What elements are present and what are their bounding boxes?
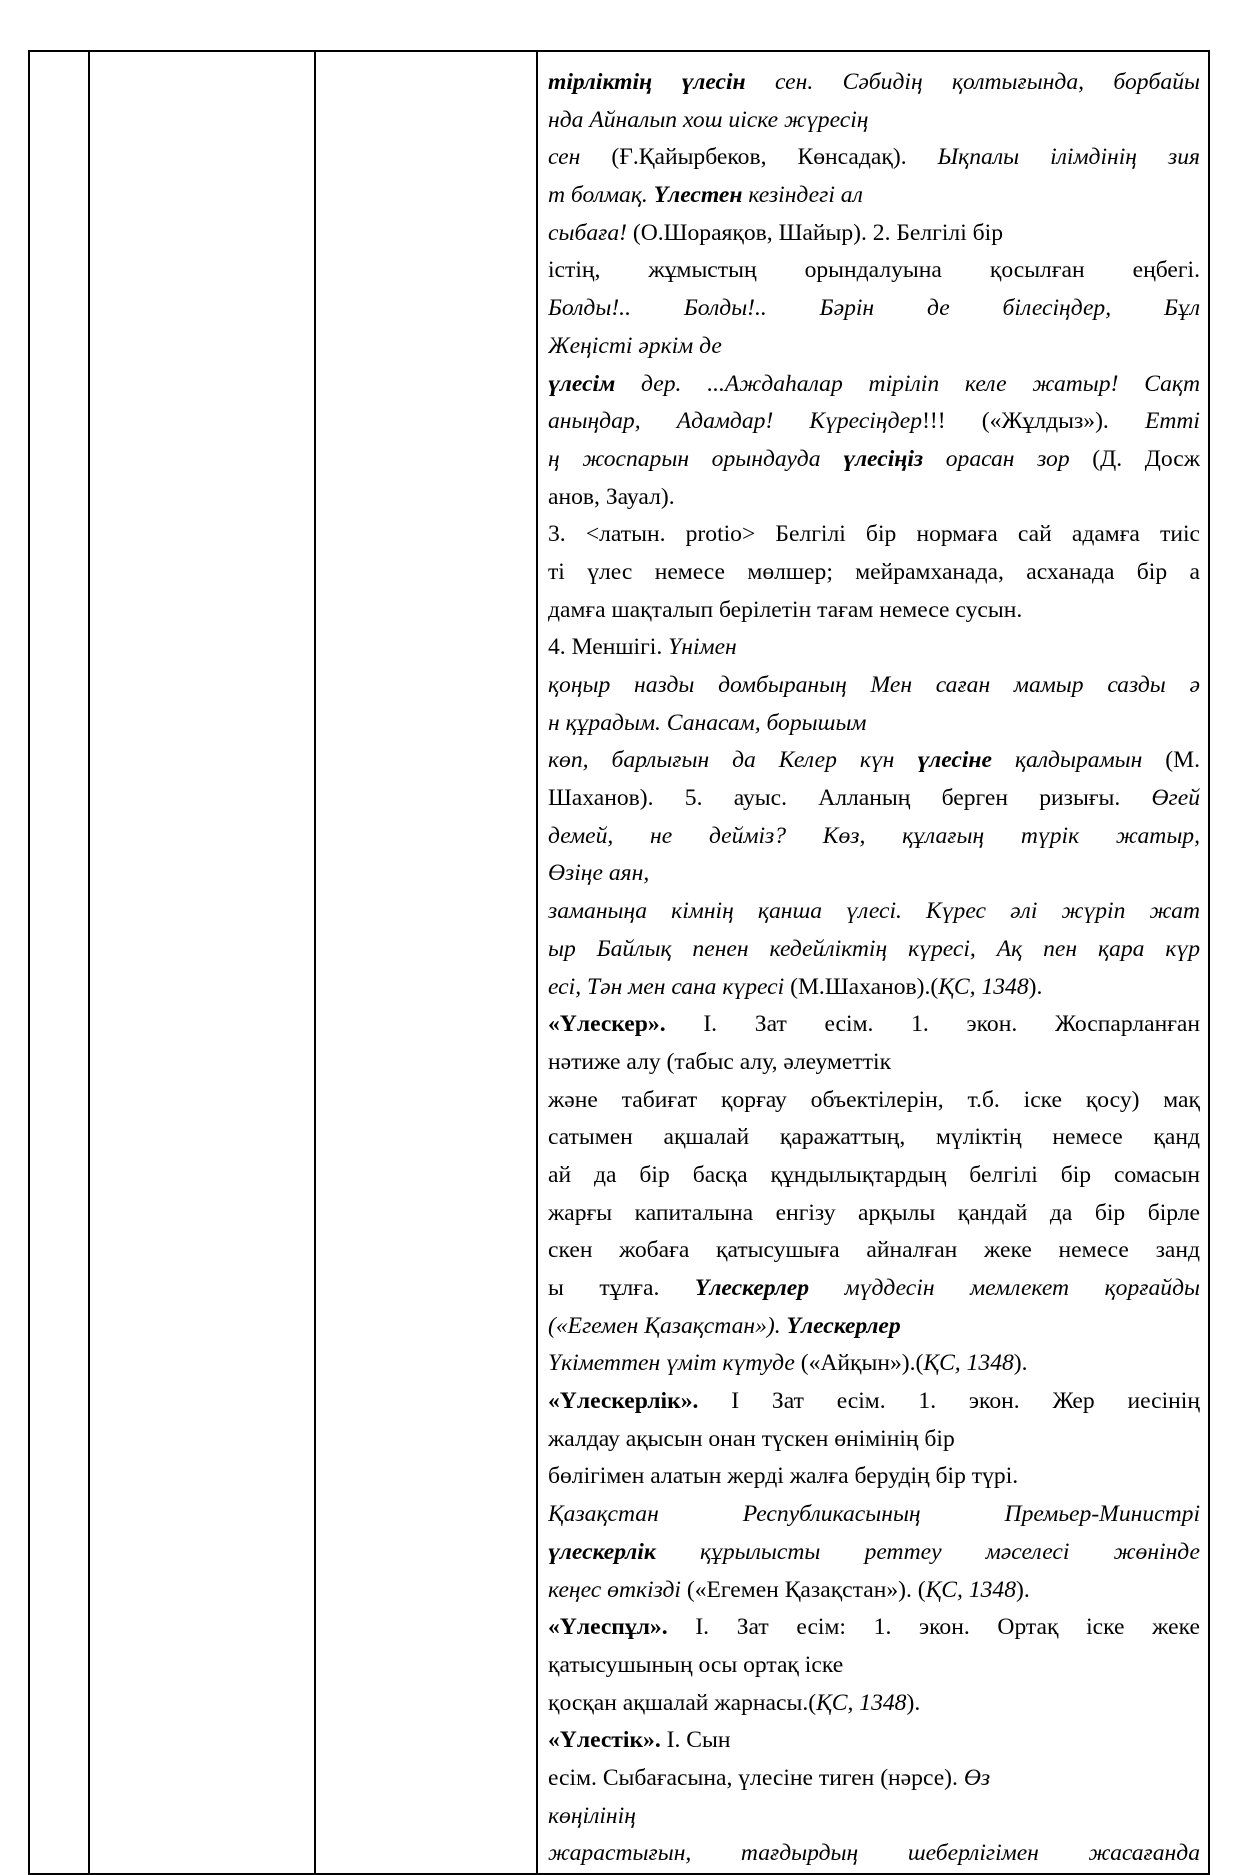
text-run: (М.Шаханов).( (784, 973, 939, 1000)
table-cell-empty-2 (315, 51, 537, 1874)
text-run: жарастығын, тағдырдың шеберлігімен жасағанда (548, 1840, 1200, 1867)
text-line (548, 705, 1200, 743)
text-run: !!! («Жұлдыз»). (922, 408, 1145, 435)
text-run: т болмақ. (548, 182, 654, 209)
text-run: сатымен ақшалай қаражаттың, мүліктің немесе қанд (548, 1124, 1200, 1151)
text-run: (Ғ.Қайырбеков, Көнсадақ). (580, 144, 938, 171)
text-run: («Егемен Қазақстан»). ( (680, 1576, 926, 1603)
text-run: Үлескерлер (694, 1275, 810, 1301)
text-run: нда Айналып хош иіске жүресің (548, 106, 869, 133)
text-line (548, 403, 1200, 441)
text-line (548, 893, 1200, 931)
text-run: қосқан ақшалай жарнасы.( (548, 1689, 817, 1716)
text-run: көңілінің (548, 1802, 636, 1829)
text-line (548, 139, 1200, 177)
text-line (548, 780, 1200, 818)
text-run: ҚС, 1348 (816, 1689, 907, 1716)
text-run: ай да бір басқа құндылықтардың белгілі бір сомасын (548, 1161, 1200, 1188)
text-run: жалдау ақысын онан түскен өнімінің бір (548, 1425, 955, 1452)
text-run: (М. (1142, 747, 1200, 774)
text-run: құрылысты реттеу мәселесі жөнінде (655, 1538, 1200, 1565)
text-line (548, 1835, 1200, 1873)
text-run: ). (906, 1689, 921, 1716)
text-run: қатысушының осы ортақ іске (548, 1651, 844, 1678)
text-line (548, 1345, 1200, 1383)
text-run: ҚС, 1348 (923, 1350, 1014, 1377)
text-run: («Егемен Қазақстан»). (548, 1312, 787, 1339)
text-run: демей, не дейміз? Көз, құлағың түрік жатыр, (548, 822, 1200, 849)
text-run: қоңыр назды домбыраның Мен саған мамыр сазды ә (548, 672, 1200, 698)
text-line (548, 1572, 1200, 1610)
text-run: Қазақстан Республикасының Премьер-Министрі (548, 1501, 1200, 1528)
text-run: нәтиже алу (табыс алу, әлеуметтік (548, 1048, 892, 1075)
text-run: Болды!.. Болды!.. Бәрін де білесіңдер, Бұл (548, 295, 1200, 322)
text-line (548, 1609, 1200, 1647)
text-run: І Зат есім. 1. экон. Жер иесінің (698, 1388, 1200, 1415)
text-run: н құрадым. Санасам, борышым (548, 709, 867, 736)
text-run: скен жобаға қатысушыға айналған жеке немесе занд (548, 1237, 1200, 1264)
text-run: «Үлескерлік». (548, 1388, 699, 1415)
text-run: істің, жұмыстың орындалуына қосылған еңбегі. (548, 257, 1200, 284)
text-run: үлескерлік (548, 1538, 656, 1565)
text-run: ы тұлға. (548, 1275, 695, 1301)
text-run: аныңдар, Адамдар! Күресіңдер (548, 408, 923, 435)
text-line (548, 667, 1200, 705)
text-run: «Үлестік». (548, 1727, 661, 1754)
text-run: ыр Байлық пенен кедейліктің күресі, Ақ пен қара күр (548, 935, 1200, 962)
text-line (548, 366, 1200, 404)
text-run: Үнімен (668, 634, 737, 661)
text-line (548, 1760, 1200, 1798)
text-run: кезіндегі ал (742, 182, 863, 209)
text-run: ті үлес немесе мөлшер; мейрамханада, асханада бір а (548, 558, 1200, 585)
text-run: есім. Сыбағасына, үлесіне тиген (нәрсе). (548, 1764, 964, 1791)
text-line (548, 328, 1200, 366)
text-line (548, 102, 1200, 140)
text-run: (Д. Досж (1069, 445, 1200, 472)
text-run: көп, барлығын да Келер күн (548, 747, 918, 774)
text-line (548, 479, 1200, 517)
text-run: 4. Меншігі. (548, 634, 669, 661)
text-run: және табиғат қорғау объектілерін, т.б. іске қосу) мақ (548, 1086, 1200, 1113)
text-line (548, 931, 1200, 969)
text-run: үлесіңіз (843, 445, 924, 472)
text-run: Етті (1144, 408, 1200, 435)
text-run: І. Зат есім. 1. экон. Жоспарланған (665, 1011, 1200, 1038)
text-run: Өз (963, 1764, 991, 1791)
text-run: ). (1016, 1576, 1030, 1603)
text-line (548, 1157, 1200, 1195)
text-run: І. Зат есім: 1. экон. Ортақ іске жеке (667, 1614, 1200, 1641)
text-run: ң жоспарын орындауда (548, 445, 844, 472)
text-line (548, 177, 1200, 215)
text-run: І. Сын (660, 1727, 731, 1754)
text-run: Үлескерлер (786, 1312, 901, 1339)
text-line (548, 629, 1200, 667)
text-run: заманыңа кімнің қанша үлесі. Күрес әлі жүріп жат (548, 898, 1200, 925)
text-run: мүддесін мемлекет қорғайды (809, 1275, 1200, 1301)
text-run: сыбаға! (548, 219, 627, 246)
text-run: бөлігімен алатын жерді жалға берудің бір түрі. (548, 1463, 1019, 1490)
text-run: «Үлеспұл». (548, 1614, 668, 1641)
text-run: («Айқын»).( (794, 1350, 924, 1377)
text-run: үлесіне (917, 747, 992, 774)
text-line (548, 1534, 1200, 1572)
text-line (548, 592, 1200, 630)
definition-text-cell (537, 51, 1209, 1874)
text-run: ). (1013, 1350, 1028, 1377)
text-run: орасан зор (923, 445, 1070, 472)
table-row (29, 51, 1209, 1874)
text-line (548, 252, 1200, 290)
text-run: Шаханов). 5. ауыс. Алланың берген ризығы. (548, 785, 1152, 812)
text-run: Үкіметтен үміт күтуде (548, 1350, 795, 1377)
text-run: жарғы капиталына енгізу арқылы қандай да бір бірле (548, 1199, 1200, 1226)
text-line (548, 1044, 1200, 1082)
text-run: ). (1028, 973, 1043, 1000)
table-cell-number (29, 51, 89, 1874)
text-line (548, 855, 1200, 893)
text-line (548, 1195, 1200, 1233)
text-run: анов, Зауал). (548, 483, 675, 510)
text-run: (О.Шораяқов, Шайыр). 2. Белгілі бір (626, 219, 1003, 246)
text-run: үлесім (548, 370, 616, 397)
dictionary-table (28, 50, 1210, 1875)
text-run: кеңес өткізді (548, 1576, 681, 1603)
text-line (548, 1685, 1200, 1723)
text-line (548, 1308, 1200, 1346)
text-run: қалдырамын (992, 747, 1143, 774)
text-line (548, 1421, 1200, 1459)
text-run: есі, Тән мен сана күресі (548, 973, 785, 1000)
text-line (548, 1798, 1200, 1836)
text-run: Өзіңе аян, (548, 860, 650, 887)
text-run: 3. <латын. protio> Белгілі бір нормаға сай адамға тиіс (548, 521, 1200, 548)
text-run: Жеңісті әркім де (548, 332, 722, 359)
text-run: Ықпалы ілімдінің зия (937, 144, 1200, 171)
text-line (548, 1270, 1200, 1308)
text-run: сен (548, 144, 581, 171)
text-line (548, 742, 1200, 780)
text-line (548, 1082, 1200, 1120)
text-run: Үлестен (653, 182, 743, 209)
text-line (548, 554, 1200, 592)
text-line (548, 1458, 1200, 1496)
text-line (548, 1383, 1200, 1421)
text-line (548, 1006, 1200, 1044)
text-line (548, 1647, 1200, 1685)
text-line (548, 441, 1200, 479)
text-line (548, 516, 1200, 554)
text-run: дер. ...Аждаһалар тірiлiп келе жатыр! Сақт (615, 370, 1200, 397)
definition-text (548, 64, 1200, 1873)
text-run: тірліктің үлесін (548, 69, 746, 95)
text-run: «Үлескер». (548, 1011, 666, 1038)
text-line (548, 1496, 1200, 1534)
table-cell-empty-1 (89, 51, 315, 1874)
text-line (548, 64, 1200, 102)
text-line (548, 1232, 1200, 1270)
text-run: сен. Сәбидің қолтығында, борбайы (745, 69, 1200, 95)
text-line (548, 1722, 1200, 1760)
text-line (548, 969, 1200, 1007)
text-line (548, 818, 1200, 856)
text-run: ҚС, 1348 (925, 1576, 1017, 1603)
text-run: ҚС, 1348 (938, 973, 1029, 1000)
text-run: Өгей (1151, 785, 1200, 812)
text-line (548, 290, 1200, 328)
text-line (548, 215, 1200, 253)
text-run: дамға шақталып берілетін тағам немесе сусын. (548, 596, 1023, 623)
text-line (548, 1119, 1200, 1157)
